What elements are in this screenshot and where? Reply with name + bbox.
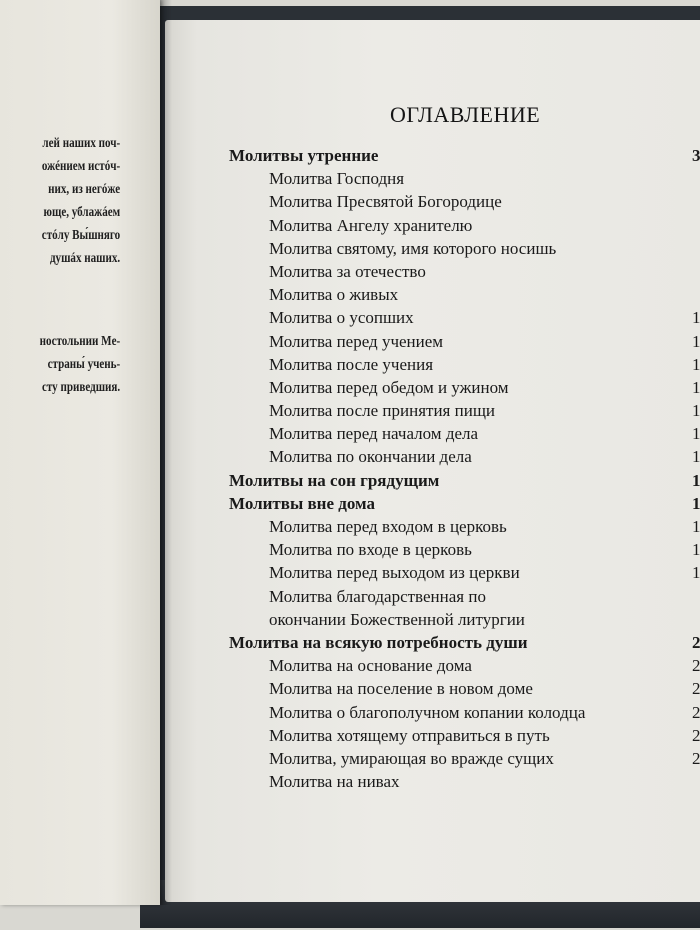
- toc-entry-page: 2: [692, 656, 700, 676]
- toc-item: [0, 585, 700, 608]
- toc-entry-title: Молитвы утренние: [229, 146, 379, 165]
- toc-entry-page: 1: [692, 470, 700, 490]
- toc-entry-title: Молитва о живых: [269, 285, 399, 305]
- toc-entry-title: Молитва на нивах: [269, 772, 400, 792]
- toc-entry-page: 1: [692, 401, 700, 421]
- toc-title: ОГЛАВЛЕНИЕ: [390, 102, 541, 127]
- toc-entry-title: Молитва перед обедом и ужином: [269, 377, 509, 397]
- toc-entry-title: Молитва благодарственная по: [269, 586, 486, 606]
- left-page-line: стóлу Вы́шняго: [41, 227, 120, 242]
- toc-entry-title: окончании Божественной литургии: [269, 609, 525, 629]
- toc-item: [0, 608, 700, 631]
- left-page-line: сту приведшия.: [41, 379, 120, 394]
- toc-entry-title: Молитва Ангелу хранителю: [269, 215, 473, 235]
- toc-entry-title: Молитва после принятия пищи: [269, 401, 496, 421]
- toc-item: [0, 515, 700, 538]
- toc-item: [0, 376, 700, 399]
- toc-section: [0, 492, 700, 515]
- left-page-line: страны́ учень-: [47, 356, 120, 371]
- left-page-line: ностольнии Me-: [39, 333, 120, 348]
- toc-item: [0, 214, 700, 237]
- toc-entry-title: Молитва, умирающая во вражде сущих: [269, 748, 554, 768]
- toc-entry-title: Молитва по окончании дела: [269, 447, 472, 467]
- left-page-line: душáх наших.: [49, 250, 120, 265]
- toc-entry-title: Молитвы на сон грядущим: [229, 470, 440, 490]
- toc-entry-title: Молитва перед выходом из церкви: [269, 563, 520, 583]
- toc-item: [0, 399, 700, 422]
- toc-entry-title: Молитва о усопших: [269, 308, 414, 328]
- toc-entry-page: 3: [692, 146, 700, 165]
- toc-entry-page: 1: [692, 354, 700, 374]
- toc-entry-title: Молитва святому, имя которого носишь: [269, 238, 557, 258]
- toc-item: [0, 724, 700, 747]
- toc-item: [0, 422, 700, 445]
- toc-entry-title: Молитва о благополучном копании колодца: [269, 702, 586, 722]
- toc-entry-title: Молитва перед учением: [269, 331, 444, 351]
- left-page-line: ющe, ублажáем: [43, 204, 120, 219]
- toc-item: [0, 330, 700, 353]
- toc-item: [0, 353, 700, 376]
- toc-entry-page: 1: [692, 377, 700, 397]
- toc-entry-title: Молитва перед входом в церковь: [269, 517, 507, 536]
- toc-entry-page: 2: [692, 679, 700, 699]
- toc-entry-page: 1: [692, 563, 700, 583]
- toc-entry-title: Молитва хотящему отправиться в путь: [269, 725, 550, 745]
- toc-entry-page: 1: [692, 517, 700, 536]
- toc-entry-page: 1: [692, 424, 700, 444]
- toc-entry-title: Молитва на всякую потребность души: [229, 632, 528, 652]
- toc-entry-page: 2: [692, 725, 700, 745]
- left-page-line: ожéнием истóч-: [41, 158, 121, 173]
- toc-item: [0, 701, 700, 724]
- toc-entry-title: Молитва на основание дома: [269, 656, 472, 676]
- toc-entry-page: 2: [692, 748, 700, 768]
- toc-item: [0, 167, 700, 190]
- left-page-line: них, из негóже: [47, 181, 120, 196]
- toc-item: [0, 237, 700, 260]
- toc-entry-title: Молитва на поселение в новом доме: [269, 679, 533, 699]
- toc-entry-title: Молитвы вне дома: [229, 493, 375, 513]
- toc-item: [0, 747, 700, 770]
- toc-entry-page: 1: [692, 331, 700, 351]
- toc-entry-page: 2: [692, 632, 700, 652]
- toc-item: [0, 654, 700, 677]
- left-page-line: лей наших поч-: [42, 135, 121, 150]
- toc-entry-page: 2: [692, 702, 700, 722]
- toc-section: [0, 469, 700, 492]
- toc-entry-title: Молитва перед началом дела: [269, 424, 479, 444]
- toc-section: [0, 144, 700, 167]
- toc-item: [0, 190, 700, 213]
- toc-entry-page: 1: [692, 447, 700, 467]
- toc-entry-title: Молитва после учения: [269, 354, 434, 374]
- toc-entry-page: 1: [692, 540, 700, 560]
- toc-item: [0, 677, 700, 700]
- toc-entry-title: Молитва Пресвятой Богородице: [269, 192, 502, 212]
- toc-item: [0, 306, 700, 329]
- toc-item: [0, 770, 700, 793]
- toc-item: [0, 260, 700, 283]
- toc-item: [0, 538, 700, 561]
- toc-item: [0, 561, 700, 584]
- toc-entry-title: Молитва за отечество: [269, 261, 426, 281]
- toc-section: [0, 631, 700, 654]
- table-of-contents: [0, 144, 700, 793]
- toc-item: [0, 445, 700, 468]
- toc-entry-title: Молитва Господня: [269, 169, 405, 189]
- toc-item: [0, 283, 700, 306]
- toc-entry-title: Молитва по входе в церковь: [269, 540, 472, 560]
- toc-entry-page: 1: [692, 308, 700, 328]
- toc-entry-page: 1: [692, 493, 700, 513]
